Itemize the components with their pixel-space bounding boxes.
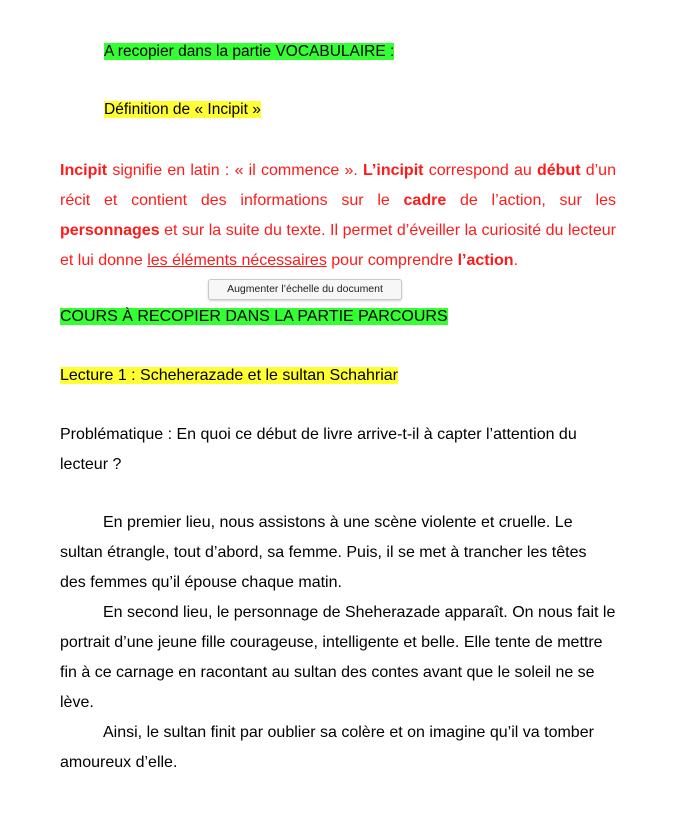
cours-title-highlight: COURS À RECOPIER DANS LA PARTIE PARCOURS: [60, 308, 448, 325]
lecture-title: [60, 367, 398, 385]
keyword-debut: début: [536, 162, 581, 179]
problematique: [60, 420, 616, 480]
definition-title-highlight: Définition de « Incipit »: [104, 101, 261, 118]
paragraph-1: En premier lieu, nous assistons à une scène violente et cruelle. Le sultan étrangle, tout d’abord, sa femme. Puis, il se met à trancher les têtes des femmes qu’il épouse chaque matin.: [60, 514, 587, 591]
definition-title: [104, 101, 261, 119]
lecture-title-highlight: Lecture 1 : Scheherazade et le sultan Schahriar: [60, 367, 398, 384]
definition-text: et sur la suite du texte. Il permet d’éveiller la curiosité du lecteur et lui donne: [60, 222, 616, 269]
lecture-body: [60, 508, 616, 778]
keyword-action: l’action: [457, 252, 514, 269]
paragraph-3: Ainsi, le sultan finit par oublier sa colère et on imagine qu’il va tomber amoureux d’elle.: [60, 724, 594, 771]
cours-title: [60, 308, 448, 326]
vocabulaire-instruction: [104, 43, 394, 61]
definition-text: d’un récit et contient des informations sur le: [60, 162, 616, 209]
keyword-incipit: Incipit: [60, 162, 108, 179]
paragraph-2: En second lieu, le personnage de Sheherazade apparaît. On nous fait le portrait d’une jeune fille courageuse, intelligente et belle. Elle tente de mettre fin à ce carnage en racontant au sultan des contes avant que le soleil ne se lève.: [60, 604, 616, 711]
keyword-cadre: cadre: [403, 192, 447, 209]
problematique-text: Problématique : En quoi ce début de livre arrive-t-il à capter l’attention du lecteur ?: [60, 426, 577, 473]
keyword-lincipit: L’incipit: [363, 162, 424, 179]
definition-text: de l’action, sur les: [446, 192, 616, 209]
definition-text: pour comprendre: [326, 252, 458, 269]
zoom-tooltip: Augmenter l’échelle du document: [208, 279, 402, 300]
instruction-highlight: A recopier dans la partie VOCABULAIRE :: [104, 43, 395, 60]
definition-text: .: [513, 252, 519, 269]
definition-text: correspond au: [423, 162, 537, 179]
underlined-elements-necessaires: les éléments nécessaires: [147, 252, 327, 269]
definition-text: signifie en latin : « il commence ».: [107, 162, 364, 179]
keyword-personnages: personnages: [60, 222, 160, 239]
incipit-definition-paragraph: [60, 156, 616, 276]
